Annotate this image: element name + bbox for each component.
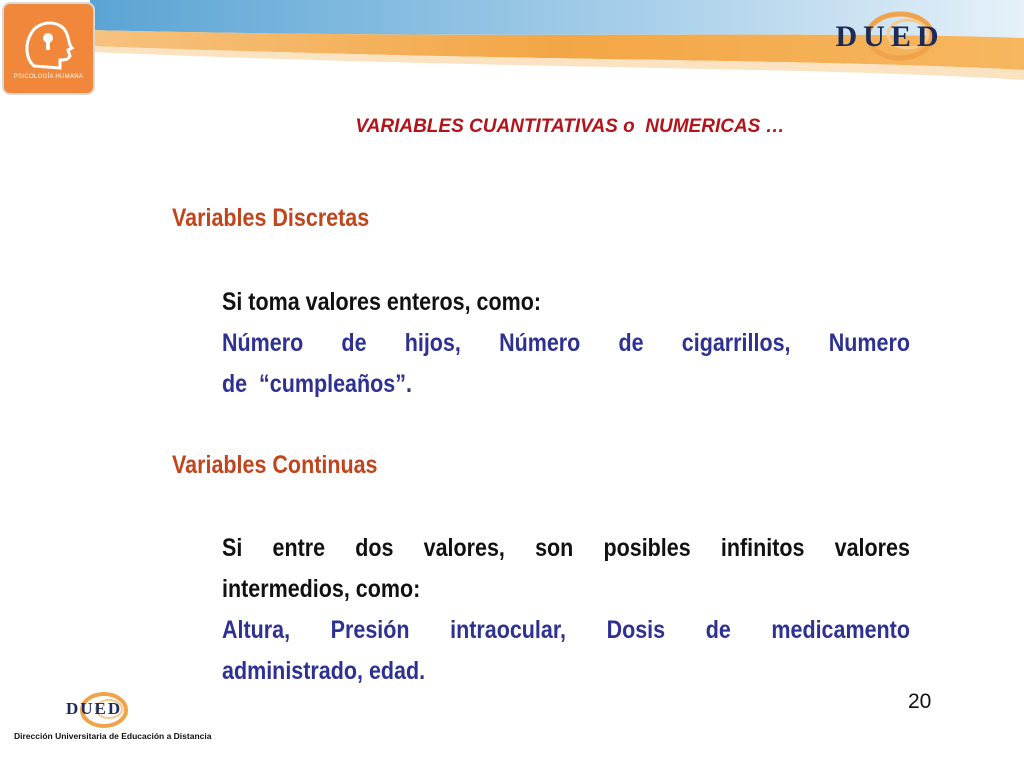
discretas-examples-line2: de “cumpleaños”. (222, 370, 412, 398)
continuas-paragraph (222, 528, 910, 692)
heading-variables-continuas: Variables Continuas (172, 451, 378, 479)
heading-variables-discretas: Variables Discretas (172, 204, 370, 232)
discretas-examples-line1: Número de hijos, Número de cigarrillos, Numero (222, 329, 910, 357)
slide-title: VARIABLES CUANTITATIVAS o NUMERICAS … (355, 116, 785, 137)
continuas-examples-line2: administrado, edad. (222, 657, 426, 685)
discretas-definition: Si toma valores enteros, como: (222, 288, 542, 316)
page-number: 20 (908, 690, 932, 713)
institution-name: Dirección Universitaria de Educación a Distancia (14, 731, 212, 741)
dued-logo-footer (14, 690, 212, 750)
continuas-definition-line2: intermedios, como: (222, 575, 421, 603)
continuas-definition-line1: Si entre dos valores, son posibles infinitos valores (222, 534, 910, 562)
dued-footer-text: DUED (66, 699, 123, 718)
dued-logo-text: DUED (835, 20, 945, 53)
psicologia-logo-label: PSICOLOGÍA HUMANA (13, 74, 84, 80)
dued-logo-top (780, 8, 995, 63)
psicologia-logo (2, 2, 95, 95)
discretas-paragraph (222, 282, 910, 405)
continuas-examples-line1: Altura, Presión intraocular, Dosis de medicamento (222, 616, 910, 644)
